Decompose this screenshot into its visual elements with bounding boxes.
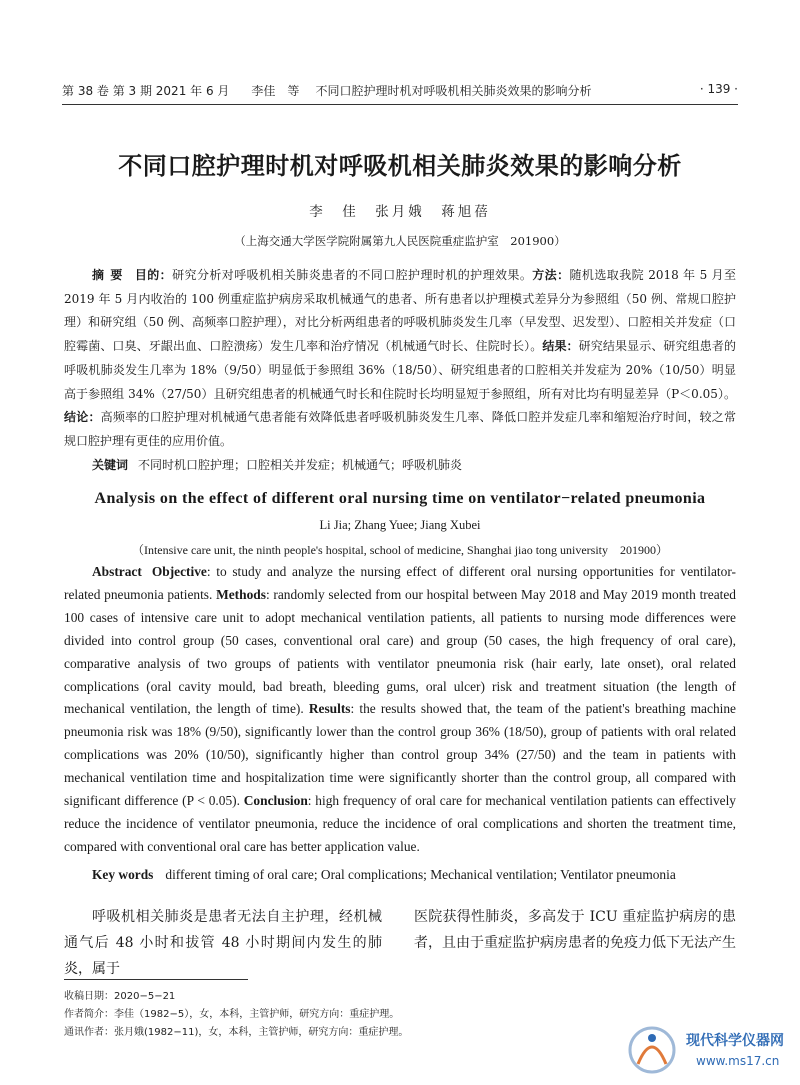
header-title: 不同口腔护理时机对呼吸机相关肺炎效果的影响分析 xyxy=(315,84,592,98)
keywords-en-text: different timing of oral care; Oral complications; Mechanical ventilation; Ventilator pneumonia xyxy=(165,867,676,882)
keywords-en-label: Key words xyxy=(92,867,154,882)
body-column-right: 医院获得性肺炎，多高发于 ICU 重症监护病房的患者，且由于重症监护病房患者的免疫力低下无法产生 xyxy=(414,909,736,951)
watermark-site-name: 现代科学仪器网 xyxy=(686,1033,784,1049)
keywords-cn-label: 关键词 xyxy=(92,458,129,472)
methods-label-cn: 方法： xyxy=(532,268,570,282)
abstract-en xyxy=(64,561,736,859)
objective-label-en: Objective xyxy=(151,564,207,579)
objective-en: : to study and analyze the nursing effect of different oral nursing opportunities for ventilator-related pneumonia patients. xyxy=(64,564,736,602)
methods-cn: 随机选取我院 2018 年 5 月至 2019 年 5 月内收治的 100 例重症监护病房采取机械通气的患者、所有患者以护理模式差异分为参照组（50 例、常规口腔护理）和研究组（50 例、高频率口腔护理），对比分析两组患者的呼吸机肺炎发生几率（早发型、迟发型）、口腔相关并发症（口腔霉菌、口臭、牙龈出血、口腔溃疡）发生几率和治疗情况（机械通气时长、住院时长）。 xyxy=(64,268,736,354)
microscope-logo-icon xyxy=(624,1024,680,1076)
footnote-divider xyxy=(64,979,248,980)
authors-en: Li Jia; Zhang Yuee; Jiang Xubei xyxy=(319,518,481,532)
objective-label-cn: 目的： xyxy=(134,268,173,282)
header-authors: 李佳 等 xyxy=(251,84,300,98)
footnote-corresponding: 通讯作者：张月娥(1982−11)，女，本科，主管护师，研究方向：重症护理。 xyxy=(64,1027,409,1038)
keywords-cn-text: 不同时机口腔护理；口腔相关并发症；机械通气；呼吸机肺炎 xyxy=(138,458,463,472)
conclusion-label-en: Conclusion xyxy=(243,793,308,809)
footnote-author-bio: 作者简介：李佳（1982−5），女，本科，主管护师，研究方向：重症护理。 xyxy=(64,1009,400,1020)
results-label-en: Results xyxy=(308,701,351,717)
results-cn: 研究结果显示、研究组患者的呼吸机肺炎发生几率为 18%（9/50）明显低于参照组 36%（18/50）、研究组患者的口腔相关并发症为 20%（10/50）明显高于参照组 34%（27/50）且研究组患者的机械通气时长和住院时长均明显短于参照组，所有对比均有明显差异（P＜0.05）。 xyxy=(64,339,736,401)
body-column-left: 呼吸机相关肺炎是患者无法自主护理，经机械通气后 48 小时和拔管 48 小时期间内发生的肺炎，属于 xyxy=(64,909,382,977)
watermark-url[interactable]: www.ms17.cn xyxy=(696,1054,780,1068)
results-en: : the results showed that, the team of the patient's breathing machine pneumonia risk was 18% (9/50), significantly lower than the control group 36% (18/50), group of patients with oral related complications was 20% (10/50), significantly higher than control group 34% (27/50) and the team in patients with mechanical ventilation time and hospitalization time were significantly shorter than the control group, all compared with significant difference (P < 0.05). xyxy=(64,701,736,809)
affiliation-cn: （上海交通大学医学院附属第九人民医院重症监护室 201900） xyxy=(234,234,566,248)
results-label-cn: 结果： xyxy=(542,339,579,354)
conclusion-cn: 高频率的口腔护理对机械通气患者能有效降低患者呼吸机肺炎发生几率、降低口腔并发症几率和缩短治疗时间，较之常规口腔护理有更佳的应用价值。 xyxy=(64,410,736,448)
page-number: · 139 · xyxy=(699,82,738,96)
abstract-cn xyxy=(64,264,736,454)
footnote-received: 收稿日期：2020−5−21 xyxy=(64,991,176,1002)
methods-en: : randomly selected from our hospital between May 2018 and May 2019 month treated 100 cases of intensive care unit to adopt mechanical ventilation patients, all patients to nursing mode differences were divided into control group (50 cases, conventional oral care) and group (50 cases, the high frequency of oral care), comparative analysis of two groups of patients with ventilator pneumonia risk (hair early, late onset), oral related complications (oral cavity mould, bad breath, bleeding gums, oral ulcer) risk and treatment situation (the length of mechanical ventilation, the length of time). xyxy=(64,586,736,717)
affiliation-en: （Intensive care unit, the ninth people's hospital, school of medicine, Shanghai jiao tong university 201900） xyxy=(131,543,669,557)
paper-title-cn: 不同口腔护理时机对呼吸机相关肺炎效果的影响分析 xyxy=(118,152,682,180)
abstract-cn-label: 摘要 xyxy=(92,268,129,282)
conclusion-label-cn: 结论： xyxy=(64,410,101,425)
paper-title-en: Analysis on the effect of different oral nursing time on ventilator−related pneumonia xyxy=(94,490,706,507)
objective-cn: 研究分析对呼吸机相关肺炎患者的不同口腔护理时机的护理效果。 xyxy=(172,268,533,282)
abstract-en-label: Abstract xyxy=(92,564,142,579)
methods-label-en: Methods xyxy=(216,586,266,602)
site-watermark xyxy=(624,1020,796,1080)
conclusion-en: : high frequency of oral care for mechanical ventilation patients can effectively reduce the incidence of ventilator pneumonia, reduce the incidence of oral complications and shorten the treatment time, compared with conventional oral care has better application value. xyxy=(64,793,736,854)
running-header xyxy=(62,82,738,105)
journal-issue: 第 38 卷 第 3 期 2021 年 6 月 xyxy=(62,84,230,98)
keywords-en xyxy=(92,867,736,883)
authors-cn: 李 佳 张月娥 蒋旭蓓 xyxy=(309,204,491,220)
keywords-cn xyxy=(92,456,736,473)
